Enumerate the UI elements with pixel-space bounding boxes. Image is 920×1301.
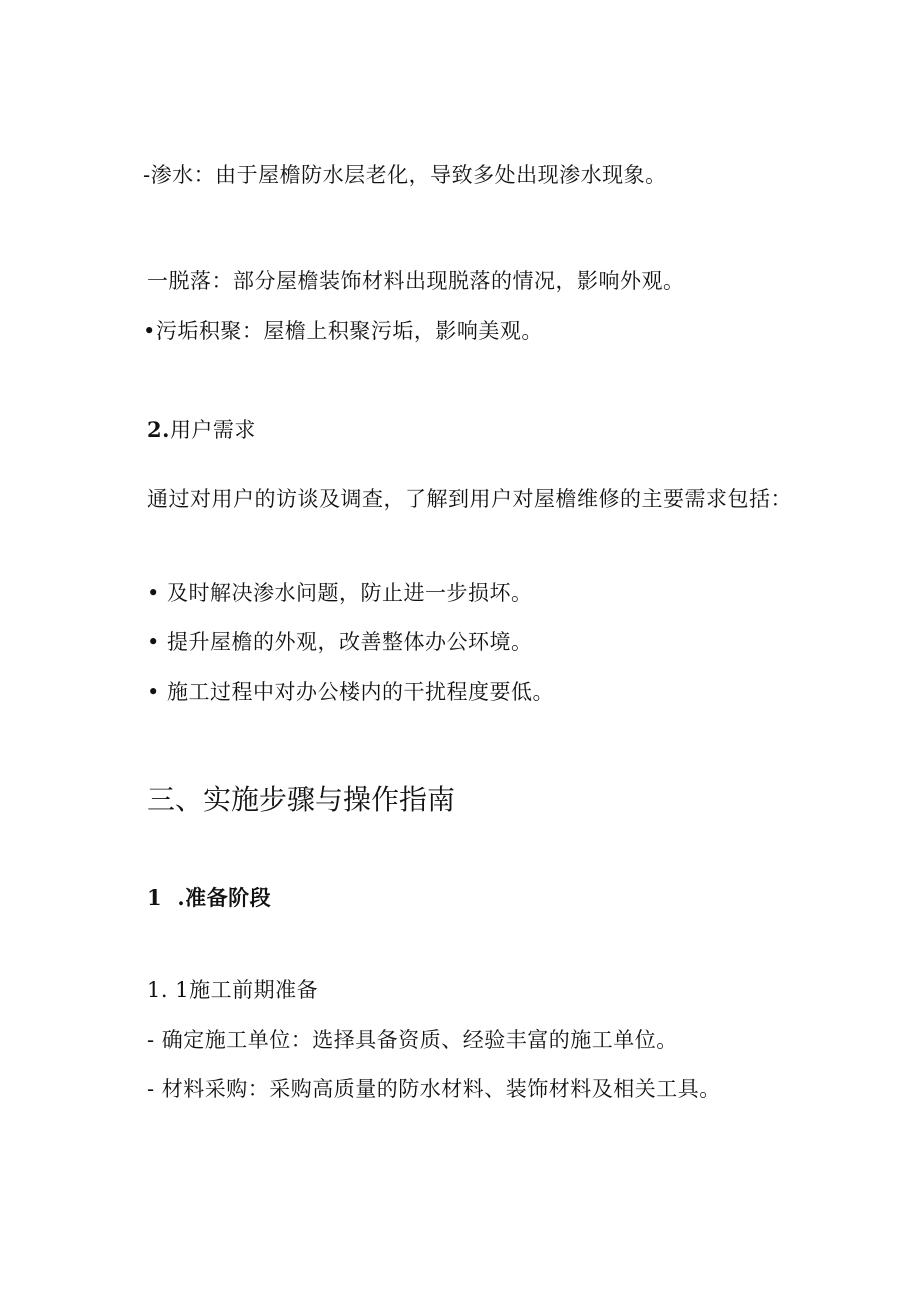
issue-seepage: -渗水：由于屋檐防水层老化，导致多处出现渗水现象。 <box>143 163 667 187</box>
prep-title: .准备阶段 <box>177 885 272 910</box>
prep-heading <box>147 884 271 912</box>
section-2-title: 用户需求 <box>169 418 256 442</box>
prep-subsection-title: 1. 1施工前期准备 <box>147 978 319 1002</box>
chapter-3-title: 三、实施步骤与操作指南 <box>147 783 456 816</box>
section-2-number: 2. <box>147 417 170 442</box>
prep-item-2: - 材料采购：采购高质量的防水材料、装饰材料及相关工具。 <box>147 1077 721 1101</box>
issue-dirt: •污垢积聚：屋檐上积聚污垢，影响美观。 <box>143 319 543 343</box>
prep-number: 1 <box>147 885 163 910</box>
section-2-intro: 通过对用户的访谈及调查，了解到用户对屋檐维修的主要需求包括： <box>147 487 792 511</box>
issue-detachment: 一脱落：部分屋檐装饰材料出现脱落的情况，影响外观。 <box>147 269 685 293</box>
need-bullet-3: • 施工过程中对办公楼内的干扰程度要低。 <box>147 680 555 704</box>
need-bullet-2: • 提升屋檐的外观，改善整体办公环境。 <box>147 630 533 654</box>
need-bullet-1: • 及时解决渗水问题，防止进一步损坏。 <box>147 581 533 605</box>
section-2-heading <box>147 416 256 444</box>
prep-item-1: - 确定施工单位：选择具备资质、经验丰富的施工单位。 <box>147 1028 678 1052</box>
